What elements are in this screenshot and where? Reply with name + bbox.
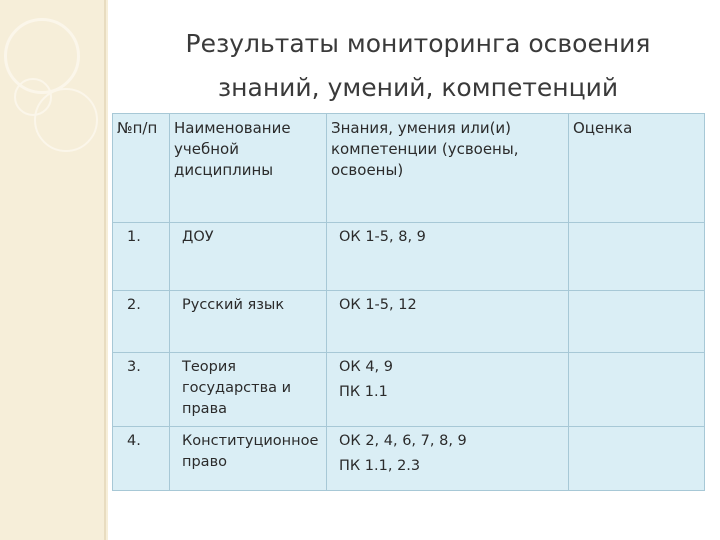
row-grade — [569, 223, 705, 291]
row-discipline: ДОУ — [170, 223, 327, 291]
slide-title — [118, 22, 718, 110]
header-discipline: Наименование учебной дисциплины — [170, 114, 327, 223]
decorative-circle — [14, 78, 52, 116]
title-line-2: знаний, умений, компетенций — [217, 73, 619, 102]
table-header-row — [113, 114, 705, 223]
row-discipline: Теория государства и права — [170, 353, 327, 427]
results-table — [112, 113, 705, 491]
header-grade: Оценка — [569, 114, 705, 223]
row-competencies — [327, 353, 569, 427]
title-line-1: Результаты мониторинга освоения — [185, 29, 651, 58]
table-row — [113, 427, 705, 491]
table-row — [113, 353, 705, 427]
competency-line-2: ПК 1.1 — [339, 384, 388, 400]
competency-line: ОК 2, 4, 6, 7, 8, 9 — [339, 433, 467, 449]
row-number: 3. — [113, 353, 170, 427]
row-grade — [569, 291, 705, 353]
row-number: 4. — [113, 427, 170, 491]
row-number: 2. — [113, 291, 170, 353]
competency-line: ОК 1-5, 8, 9 — [339, 229, 426, 245]
row-number: 1. — [113, 223, 170, 291]
row-competencies — [327, 223, 569, 291]
table-row — [113, 223, 705, 291]
row-discipline: Русский язык — [170, 291, 327, 353]
competency-line: ОК 1-5, 12 — [339, 297, 417, 313]
row-grade — [569, 427, 705, 491]
competency-line-2: ПК 1.1, 2.3 — [339, 458, 421, 474]
competency-line: ОК 4, 9 — [339, 359, 393, 375]
header-number: №п/п — [113, 114, 170, 223]
header-competencies: Знания, умения или(и) компетенции (усвоены, освоены) — [327, 114, 569, 223]
side-divider — [104, 0, 106, 540]
row-competencies — [327, 291, 569, 353]
row-grade — [569, 353, 705, 427]
table-row — [113, 291, 705, 353]
row-discipline: Конституционное право — [170, 427, 327, 491]
row-competencies — [327, 427, 569, 491]
